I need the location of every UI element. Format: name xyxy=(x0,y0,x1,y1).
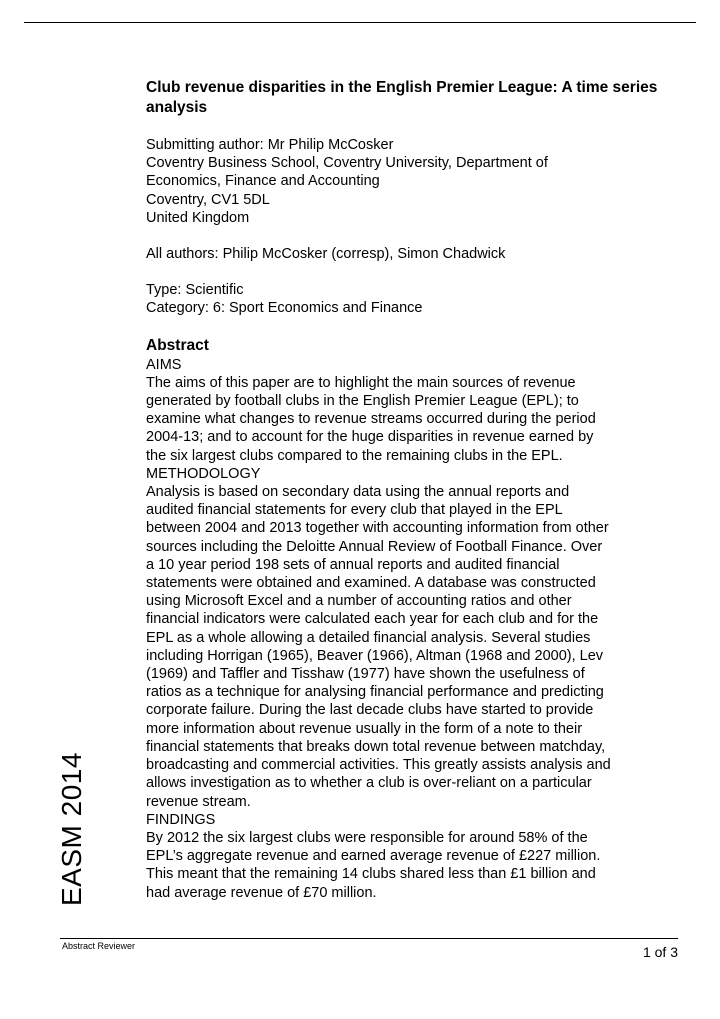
abstract-line: examine what changes to revenue streams occurred during the period xyxy=(146,411,596,428)
abstract-line: EPL’s aggregate revenue and earned average revenue of £227 million. xyxy=(146,848,601,865)
abstract-line: including Horrigan (1965), Beaver (1966), Altman (1968 and 2000), Lev xyxy=(146,647,604,664)
abstract-line: ratios as a technique for analysing financial performance and predicting xyxy=(146,684,604,701)
abstract-line: more information about revenue usually in the form of a note to their xyxy=(146,720,583,737)
abstract-section xyxy=(146,336,666,902)
all-authors-line: All authors: Philip McCosker (corresp), Simon Chadwick xyxy=(146,246,506,263)
abstract-line: audited financial statements for every club that played in the EPL xyxy=(146,502,563,519)
abstract-line: the six largest clubs compared to the remaining clubs in the EPL. xyxy=(146,447,563,464)
abstract-line: AIMS xyxy=(146,356,182,373)
conference-watermark: EASM 2014 xyxy=(56,752,87,906)
address-line: Coventry, CV1 5DL xyxy=(146,191,270,208)
abstract-line: allows investigation as to whether a club is over-reliant on a particular xyxy=(146,775,592,792)
abstract-line: The aims of this paper are to highlight the main sources of revenue xyxy=(146,374,576,391)
footer-reviewer-label: Abstract Reviewer xyxy=(62,941,136,951)
address-line: Coventry Business School, Coventry University, Department of xyxy=(146,155,548,172)
footer-rule xyxy=(60,938,678,939)
abstract-line: sources including the Deloitte Annual Review of Football Finance. Over xyxy=(146,538,603,555)
abstract-line: FINDINGS xyxy=(146,811,216,828)
category-line: Category: 6: Sport Economics and Finance xyxy=(146,300,423,317)
document-body xyxy=(146,78,666,902)
abstract-line: financial statements that breaks down total revenue between matchday, xyxy=(146,738,606,755)
abstract-line: generated by football clubs in the English Premier League (EPL); to xyxy=(146,393,579,410)
abstract-line: statements were obtained and examined. A database was constructed xyxy=(146,575,596,592)
abstract-line: a 10 year period 198 sets of annual reports and audited financial xyxy=(146,556,560,573)
abstract-line: By 2012 the six largest clubs were responsible for around 58% of the xyxy=(146,829,588,846)
page-title: Club revenue disparities in the English Premier League: A time series analysis xyxy=(146,79,658,116)
all-authors xyxy=(146,245,666,263)
abstract-line: broadcasting and commercial activities. This greatly assists analysis and xyxy=(146,757,611,774)
address-line: Economics, Finance and Accounting xyxy=(146,173,380,190)
abstract-line: using Microsoft Excel and a number of accounting ratios and other xyxy=(146,593,572,610)
address-line: United Kingdom xyxy=(146,209,250,226)
type-line: Type: Scientific xyxy=(146,282,244,299)
submission-info xyxy=(146,136,666,227)
abstract-line: 2004-13; and to account for the huge disparities in revenue earned by xyxy=(146,429,594,446)
abstract-line: corporate failure. During the last decade clubs have started to provide xyxy=(146,702,594,719)
abstract-line: This meant that the remaining 14 clubs shared less than £1 billion and xyxy=(146,866,596,883)
abstract-line: Analysis is based on secondary data using the annual reports and xyxy=(146,484,570,501)
abstract-line: METHODOLOGY xyxy=(146,465,261,482)
abstract-line: EPL as a whole allowing a detailed financial analysis. Several studies xyxy=(146,629,591,646)
abstract-text xyxy=(146,356,666,902)
top-rule xyxy=(24,22,696,23)
abstract-line: between 2004 and 2013 together with accounting information from other xyxy=(146,520,609,537)
abstract-line: (1969) and Taffler and Tisshaw (1977) have shown the usefulness of xyxy=(146,666,585,683)
abstract-line: had average revenue of £70 million. xyxy=(146,884,377,901)
page-number: 1 of 3 xyxy=(642,944,678,960)
classification xyxy=(146,281,666,317)
abstract-line: financial indicators were calculated each year for each club and for the xyxy=(146,611,599,628)
submitting-author: Submitting author: Mr Philip McCosker xyxy=(146,137,394,153)
abstract-heading: Abstract xyxy=(146,336,209,354)
abstract-line: revenue stream. xyxy=(146,793,251,810)
